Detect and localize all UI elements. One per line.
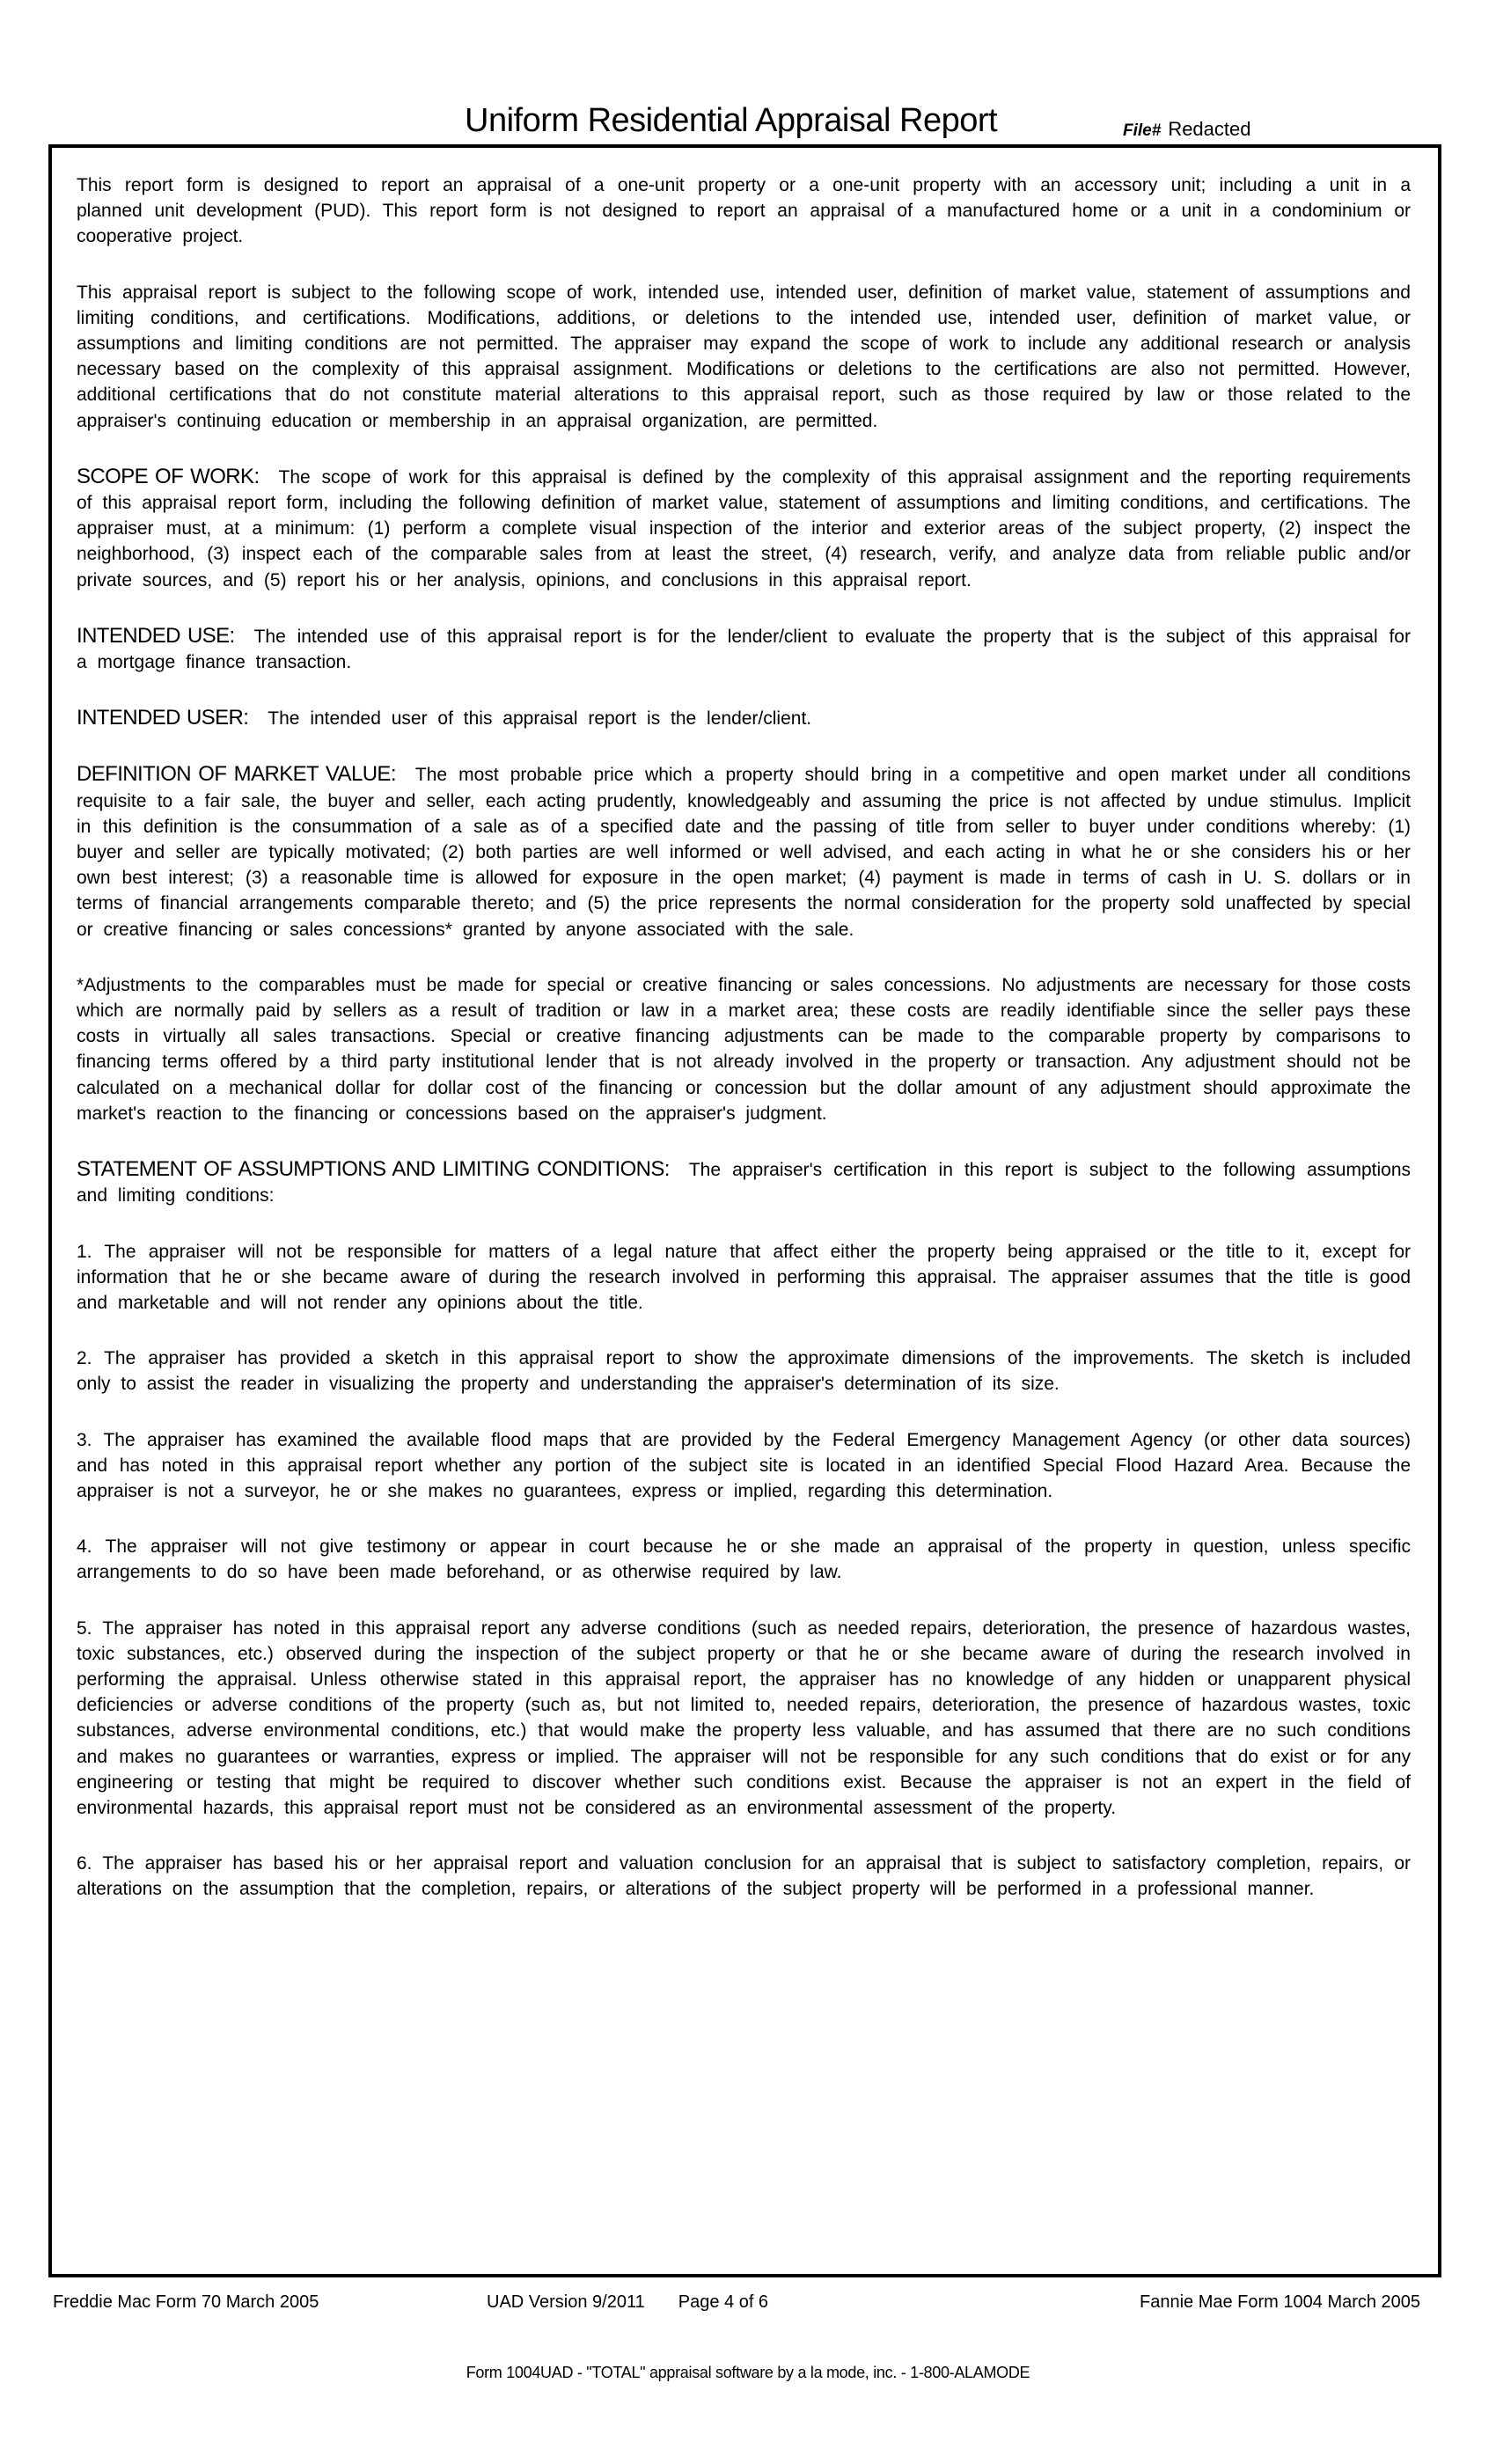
condition-6 (77, 1851, 1411, 1902)
footer-version-page (487, 2292, 768, 2313)
file-number-label: File# (1123, 121, 1162, 140)
scope-of-work-heading: SCOPE OF WORK: (77, 464, 260, 488)
condition-3 (77, 1427, 1411, 1505)
adjustments-footnote (77, 972, 1411, 1126)
condition-3-text: 3. The appraiser has examined the available flood maps that are provided by the Federal Emergency Management Agency (or other data sources) and has noted in this appraisal report whether any portion of the subject site is located in an identified Special Flood Hazard Area. Because the appraiser is not a surveyor, he or she makes no guarantees, express or implied, regarding this determination. (77, 1429, 1411, 1501)
scope-notice-text: This appraisal report is subject to the following scope of work, intended use, intended user, definition of market value, statement of assumptions and limiting conditions, and certifications. Modifications, additions, or deletions to the intended use, intended user, definition of market value, or assumptions and limiting conditions are not permitted. The appraiser may expand the scope of work to include any additional research or analysis necessary based on the complexity of this appraisal assignment. Modifications or deletions to the certifications are also not permitted. However, additional certifications that do not constitute material alterations to this appraisal report, such as those required by law or those related to the appraiser's continuing education or membership in an appraisal organization, are permitted. (77, 282, 1411, 431)
intended-use-heading: INTENDED USE: (77, 623, 235, 648)
condition-1 (77, 1239, 1411, 1316)
intended-use-section (77, 623, 1411, 675)
assumptions-text: The appraiser's certification in this report is subject to the following assumptions and limiting conditions: (77, 1160, 1411, 1206)
file-number (1123, 118, 1251, 141)
form-body (77, 172, 1411, 1932)
footer-uad-version: UAD Version 9/2011 (487, 2292, 645, 2312)
condition-4-text: 4. The appraiser will not give testimony or appear in court because he or she made an appraisal of the property in question, unless specific arrangements to do so have been made beforehand, or as otherwise required by law. (77, 1536, 1411, 1583)
condition-1-text: 1. The appraiser will not be responsible for matters of a legal nature that affect either the property being appraised or the title to it, except for information that he or she became aware of during the research involved in performing this appraisal. The appraiser assumes that the title is good and marketable and will not render any opinions about the title. (77, 1241, 1411, 1313)
file-number-value: Redacted (1168, 118, 1251, 140)
intro-text: This report form is designed to report an appraisal of a one-unit property or a one-unit property with an accessory unit; including a unit in a planned unit development (PUD). This report form is not designed to report an appraisal of a manufactured home or a unit in a condominium or cooperative project. (77, 175, 1411, 247)
intended-use-text: The intended use of this appraisal report is for the lender/client to evaluate the property that is the subject of this appraisal for a mortgage finance transaction. (77, 626, 1411, 673)
condition-5 (77, 1616, 1411, 1822)
intro-paragraph (77, 172, 1411, 250)
intended-user-text: The intended user of this appraisal report is the lender/client. (268, 708, 812, 730)
intended-user-section (77, 705, 1411, 731)
condition-5-text: 5. The appraiser has noted in this appraisal report any adverse conditions (such as needed repairs, deterioration, the presence of hazardous wastes, toxic substances, etc.) observed during the inspection of the subject property or that he or she became aware of during the research involved in performing the appraisal. Unless otherwise stated in this appraisal report, the appraiser has no knowledge of any hidden or unapparent physical deficiencies or adverse conditions of the property (such as, but not limited to, needed repairs, deterioration, the presence of hazardous wastes, toxic substances, adverse environmental conditions, etc.) that would make the property less valuable, and has assumed that there are no such conditions and makes no guarantees or warranties, express or implied. The appraiser will not be responsible for any such conditions that do exist or for any engineering or testing that might be required to discover whether such conditions exist. Because the appraiser is not an expert in the field of environmental hazards, this appraisal report must not be considered as an environmental assessment of the property. (77, 1617, 1411, 1818)
scope-of-work-section (77, 464, 1411, 593)
report-title: Uniform Residential Appraisal Report (465, 102, 998, 139)
condition-4 (77, 1534, 1411, 1585)
footer-page-number: Page 4 of 6 (678, 2292, 769, 2312)
adjustments-text: *Adjustments to the comparables must be made for special or creative financing or sales concessions. No adjustments are necessary for those costs which are normally paid by sellers as a result of tradition or law in a market area; these costs are readily identifiable since the seller pays these costs in virtually all sales transactions. Special or creative financing adjustments can be made to the comparable property by comparisons to financing terms offered by a third party institutional lender that is not already involved in the property or transaction. Any adjustment should not be calculated on a mechanical dollar for dollar cost of the financing or concession but the dollar amount of any adjustment should approximate the market's reaction to the financing or concessions based on the appraiser's judgment. (77, 974, 1411, 1124)
condition-2-text: 2. The appraiser has provided a sketch in this appraisal report to show the approximate dimensions of the improvements. The sketch is included only to assist the reader in visualizing the property and understanding the appraiser's determination of its size. (77, 1348, 1411, 1395)
market-value-text: The most probable price which a property should bring in a competitive and open market under all conditions requisite to a fair sale, the buyer and seller, each acting prudently, knowledgeably and assuming the price is not affected by undue stimulus. Implicit in this definition is the consummation of a sale as of a specified date and the passing of title from seller to buyer under conditions whereby: (1) buyer and seller are typically motivated; (2) both parties are well informed or well advised, and each acting in what he or she considers his or her own best interest; (3) a reasonable time is allowed for exposure in the open market; (4) payment is made in terms of cash in U. S. dollars or in terms of financial arrangements comparable thereto; and (5) the price represents the normal consideration for the property sold unaffected by special or creative financing or sales concessions* granted by anyone associated with the sale. (77, 765, 1411, 940)
market-value-heading: DEFINITION OF MARKET VALUE: (77, 762, 396, 787)
condition-6-text: 6. The appraiser has based his or her appraisal report and valuation conclusion for an appraisal that is subject to satisfactory completion, repairs, or alterations on the assumption that the completion, repairs, or alterations of the subject property will be performed in a professional manner. (77, 1853, 1411, 1900)
condition-2 (77, 1346, 1411, 1397)
assumptions-heading: STATEMENT OF ASSUMPTIONS AND LIMITING CONDITIONS: (77, 1157, 670, 1182)
scope-of-work-text: The scope of work for this appraisal is defined by the complexity of this appraisal assignment and the reporting requirements of this appraisal report form, including the following definition of market value, statement of assumptions and limiting conditions, and certifications. The appraiser must, at a minimum: (1) perform a complete visual inspection of the interior and exterior areas of the subject property, (2) inspect the neighborhood, (3) inspect each of the comparable sales from at least the street, (4) research, verify, and analyze data from reliable public and/or private sources, and (5) report his or her analysis, opinions, and conclusions in this appraisal report. (77, 466, 1411, 590)
scope-notice-paragraph (77, 280, 1411, 434)
market-value-section (77, 761, 1411, 942)
footer-freddie-mac: Freddie Mac Form 70 March 2005 (53, 2292, 319, 2312)
software-credit: Form 1004UAD - "TOTAL" appraisal software by a la mode, inc. - 1-800-ALAMODE (466, 2364, 1030, 2381)
assumptions-section (77, 1156, 1411, 1208)
intended-user-heading: INTENDED USER: (77, 706, 249, 730)
footer-fannie-mae: Fannie Mae Form 1004 March 2005 (1140, 2292, 1421, 2312)
